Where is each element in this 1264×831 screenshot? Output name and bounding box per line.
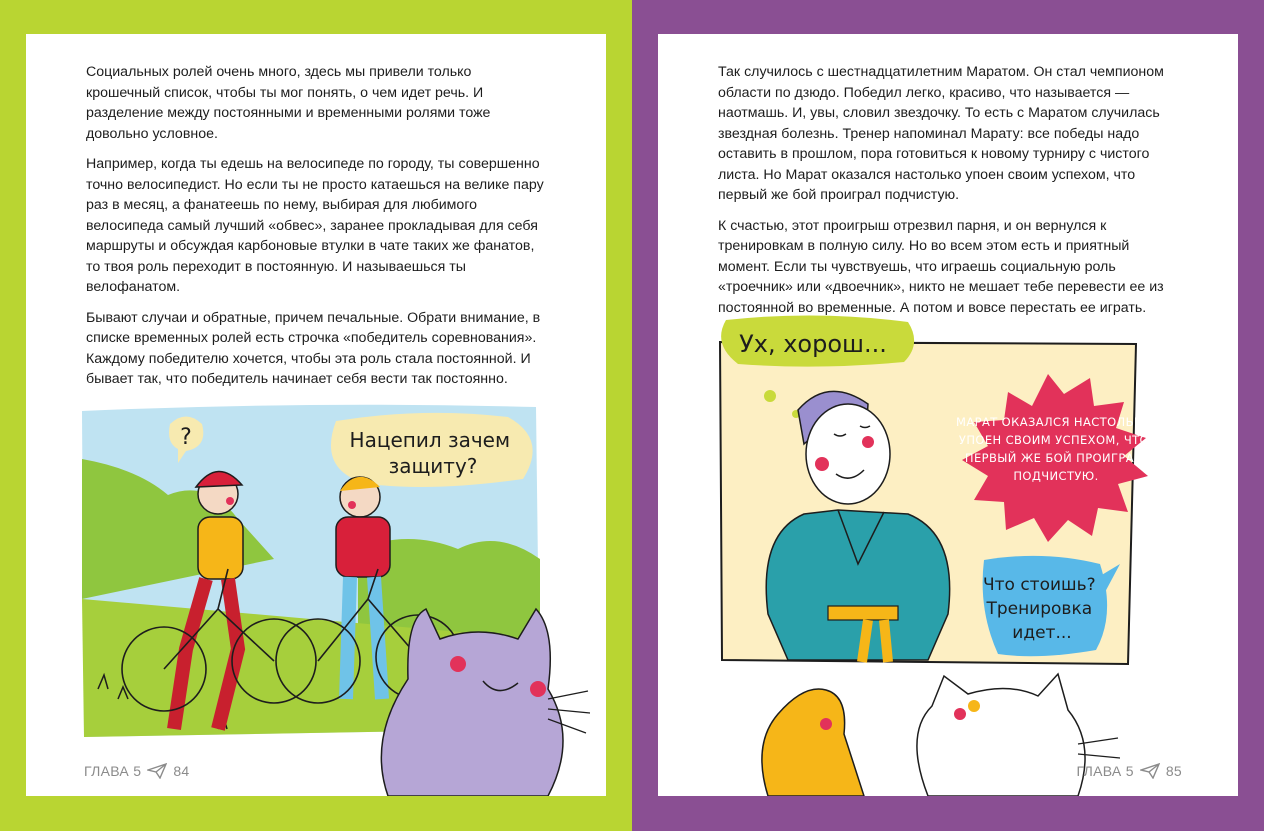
question-mark: ? (180, 425, 192, 450)
thought-bubble-text: Ух, хорош... (739, 330, 887, 358)
starburst-text: МАРАТ ОКАЗАЛСЯ НАСТОЛЬКО УПОЕН СВОИМ УСПЕХОМ, ЧТО ПЕРВЫЙ ЖЕ БОЙ ПРОИГРАЛ ПОДЧИСТУЮ. (956, 415, 1152, 483)
left-page-text (86, 62, 548, 400)
paragraph: Социальных ролей очень много, здесь мы привели только крошечный список, чтобы ты мог понять, о чем идет речь. И разделение между постоянными и временными ролями тоже довольно условное. (86, 64, 491, 142)
speech-line: защиту? (388, 454, 478, 478)
right-page-text (718, 62, 1180, 328)
paragraph: Бывают случаи и обратные, причем печальные. Обрати внимание, в списке временных ролей есть строчка «победитель соревнования». Каждому победителю хочется, чтобы эта роль стала постоянной. И бывает так, что победитель начинает себя вести так постоянно. (86, 309, 541, 387)
judo-illustration (708, 314, 1238, 796)
page-number: 84 (173, 763, 190, 779)
right-page-footer (1077, 763, 1183, 779)
left-page-footer (84, 763, 190, 779)
paper-plane-icon (147, 763, 167, 779)
left-page (26, 34, 606, 796)
blue-bubble-text: Что стоишь? Тренировка идет... (982, 575, 1096, 643)
speech-line: Нацепил зачем (349, 428, 511, 452)
paragraph: Так случилось с шестнадцатилетним Маратом. Он стал чемпионом области по дзюдо. Победил легко, красиво, что называется — наотмашь. И, увы, словил звездочку. То есть с Маратом случилась звездная болезнь. Тренер напоминал Марату: все победы надо оставить в прошлом, пора готовиться к новому турниру с чистого листа. Но Марат оказался настолько упоен своим успехом, что первый же бой проиграл подчистую. (718, 64, 1164, 203)
chapter-label: ГЛАВА 5 (84, 763, 142, 779)
page-number: 85 (1165, 763, 1182, 779)
bicycle-illustration (78, 399, 606, 796)
chapter-label: ГЛАВА 5 (1076, 763, 1134, 779)
right-page (658, 34, 1238, 796)
paper-plane-icon (1140, 763, 1160, 779)
paragraph: Например, когда ты едешь на велосипеде по городу, ты совершенно точно велосипедист. Но если ты не просто катаешься на велике пару раз в месяц, а фанатеешь по нему, выбирая для любимого велосипеда самый лучший «обвес», заранее прокладывая для себя маршруты и обсуждая карбоновые втулки в чате таких же фанатов, то твоя роль переходит в постоянную. И называешься ты велофанатом. (86, 156, 544, 295)
paragraph: К счастью, этот проигрыш отрезвил парня, и он вернулся к тренировкам в полную силу. Но во всем этом есть и приятный момент. Если ты чувствуешь, что играешь социальную роль «троечник» или «двоечник», никто не мешает тебе перевести ее из постоянной во временные. А потом и вовсе перестать ее играть. (718, 217, 1164, 316)
